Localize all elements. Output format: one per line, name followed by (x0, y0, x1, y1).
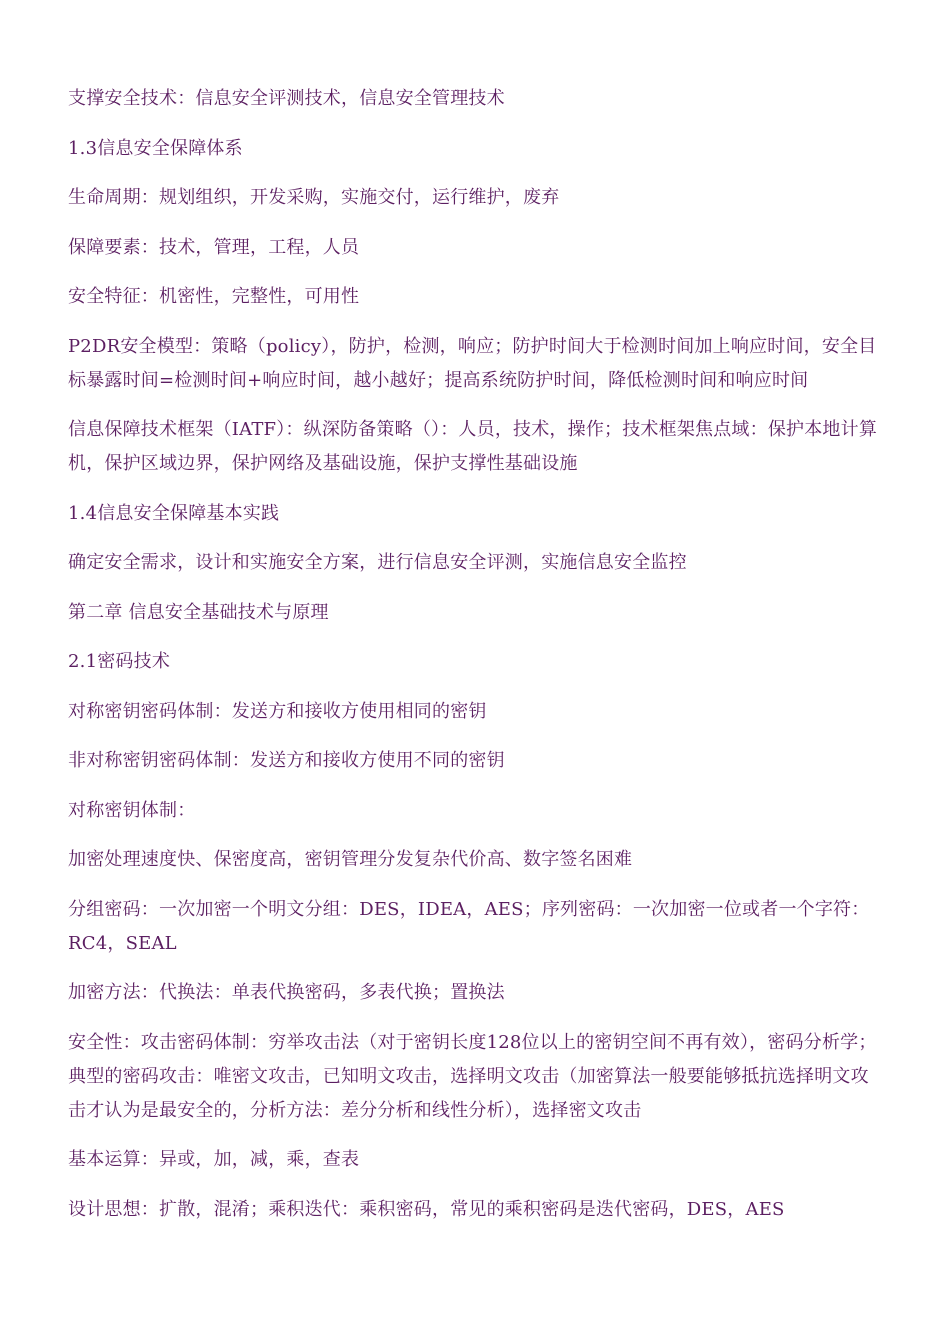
paragraph-p2dr-model: P2DR安全模型：策略（policy），防护，检测，响应；防护时间大于检测时间加上响应时间，安全目标暴露时间=检测时间+响应时间，越小越好；提高系统防护时间，降低检测时间和响应时间 (68, 335, 877, 391)
paragraph-security-features: 安全特征：机密性，完整性，可用性 (68, 286, 360, 307)
document-body (68, 82, 883, 1242)
paragraph-lifecycle: 生命周期：规划组织，开发采购，实施交付，运行维护，废弃 (68, 187, 560, 208)
paragraph-symmetric-system: 对称密钥体制： (68, 799, 196, 821)
paragraph-symmetric-def: 对称密钥密码体制：发送方和接收方使用相同的密钥 (68, 700, 487, 722)
paragraph-basic-operations: 基本运算：异或，加，减，乘，查表 (68, 1149, 360, 1170)
section-heading-1-4: 1.4信息安全保障基本实践 (68, 502, 280, 524)
paragraph-design-ideas: 设计思想：扩散，混淆；乘积迭代：乘积密码，常见的乘积密码是迭代密码，DES，AES (68, 1198, 785, 1220)
paragraph-encryption-methods: 加密方法：代换法：单表代换密码，多表代换；置换法 (68, 982, 505, 1003)
paragraph-security-attacks: 安全性：攻击密码体制：穷举攻击法（对于密钥长度128位以上的密钥空间不再有效），密码分析学；典型的密码攻击：唯密文攻击，已知明文攻击，选择明文攻击（加密算法一般要能够抵抗选择明文攻击才认为是最安全的，分析方法：差分分析和线性分析），选择密文攻击 (68, 1031, 877, 1121)
paragraph-asymmetric-def: 非对称密钥密码体制：发送方和接收方使用不同的密钥 (68, 750, 505, 771)
section-heading-2-1: 2.1密码技术 (68, 651, 171, 672)
section-heading-1-3: 1.3信息安全保障体系 (68, 137, 243, 159)
paragraph-block-stream-ciphers: 分组密码：一次加密一个明文分组：DES，IDEA，AES；序列密码：一次加密一位或者一个字符：RC4，SEAL (68, 898, 870, 954)
paragraph-support-tech: 支撑安全技术：信息安全评测技术，信息安全管理技术 (68, 88, 505, 109)
paragraph-assurance-elements: 保障要素：技术，管理，工程，人员 (68, 236, 360, 258)
paragraph-basic-practice: 确定安全需求，设计和实施安全方案，进行信息安全评测，实施信息安全监控 (68, 552, 687, 573)
paragraph-iatf: 信息保障技术框架（IATF）：纵深防备策略（）：人员，技术，操作；技术框架焦点域：保护本地计算机，保护区域边界，保护网络及基础设施，保护支撑性基础设施 (68, 419, 878, 474)
chapter-heading-2: 第二章 信息安全基础技术与原理 (68, 601, 329, 623)
paragraph-symmetric-properties: 加密处理速度快、保密度高，密钥管理分发复杂代价高、数字签名困难 (68, 849, 633, 870)
